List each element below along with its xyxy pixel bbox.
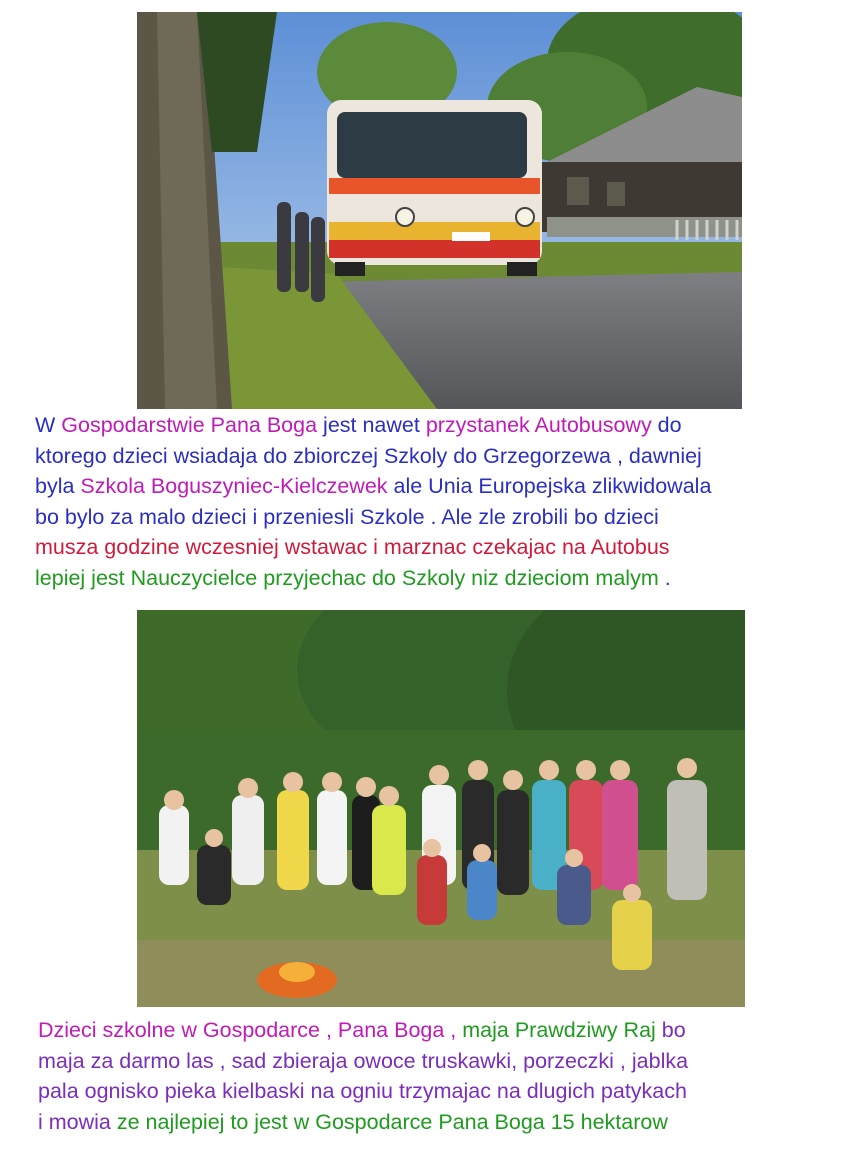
caption1-text-segment: bo bylo za malo dzieci i przeniesli Szkole . Ale zle zrobili bo dzieci	[35, 504, 659, 529]
caption2-line	[38, 1046, 688, 1077]
caption2-line	[38, 1015, 688, 1046]
bus-shape	[327, 100, 542, 276]
caption2-text-segment: maja Prawdziwy Raj	[462, 1018, 656, 1042]
caption1-text-segment: musza godzine wczesniej wstawac i marznac czekajac na Autobus	[35, 535, 670, 559]
caption2-line	[38, 1076, 688, 1107]
caption1-text-segment: Szkola Boguszyniec-Kielczewek	[80, 474, 388, 498]
bus-stop-illustration	[137, 12, 742, 409]
caption2-text-segment: maja za darmo las , sad zbieraja owoce truskawki, porzeczki , jablka	[38, 1048, 689, 1073]
caption1-text-segment: W	[35, 413, 62, 437]
caption2-text-segment: bo	[655, 1018, 686, 1042]
children-caption	[38, 1015, 688, 1137]
caption2-text-segment: Dzieci szkolne w Gospodarce , Pana Boga ,	[38, 1018, 463, 1042]
caption1-line	[35, 502, 711, 533]
bus-stop-photo	[137, 12, 742, 409]
caption1-text-segment: .	[658, 565, 671, 590]
caption1-text-segment: ale Unia Europejska zlikwidowala	[387, 474, 712, 498]
caption1-line	[35, 441, 711, 472]
caption1-text-segment: byla	[35, 474, 81, 498]
caption1-text-segment: jest nawet	[317, 413, 426, 437]
caption1-text-segment: lepiej jest Nauczycielce przyjechac do Szkoly niz dzieciom malym	[35, 565, 659, 590]
children-group-illustration	[137, 610, 745, 1007]
caption2-text-segment: ze najlepiej to jest w Gospodarce Pana Boga 15	[116, 1109, 575, 1134]
caption1-line	[35, 532, 711, 563]
caption1-text-segment: ktorego dzieci wsiadaja do zbiorczej Szkoly do Grzegorzewa , dawniej	[35, 443, 702, 468]
caption1-line	[35, 563, 711, 594]
caption2-text-segment: i mowia	[38, 1109, 117, 1134]
caption2-line	[38, 1107, 688, 1138]
caption2-text-segment: hektarow	[580, 1109, 668, 1134]
school-children-photo	[137, 610, 745, 1007]
caption1-line	[35, 410, 711, 441]
caption1-text-segment: do	[651, 413, 682, 437]
caption1-line	[35, 471, 711, 502]
caption1-text-segment: Gospodarstwie Pana Boga	[61, 413, 318, 437]
bus-stop-caption	[35, 410, 711, 593]
caption2-text-segment: pala ognisko pieka kielbaski na ogniu trzymajac na dlugich patykach	[38, 1079, 687, 1103]
caption1-text-segment: przystanek Autobusowy	[425, 413, 652, 437]
